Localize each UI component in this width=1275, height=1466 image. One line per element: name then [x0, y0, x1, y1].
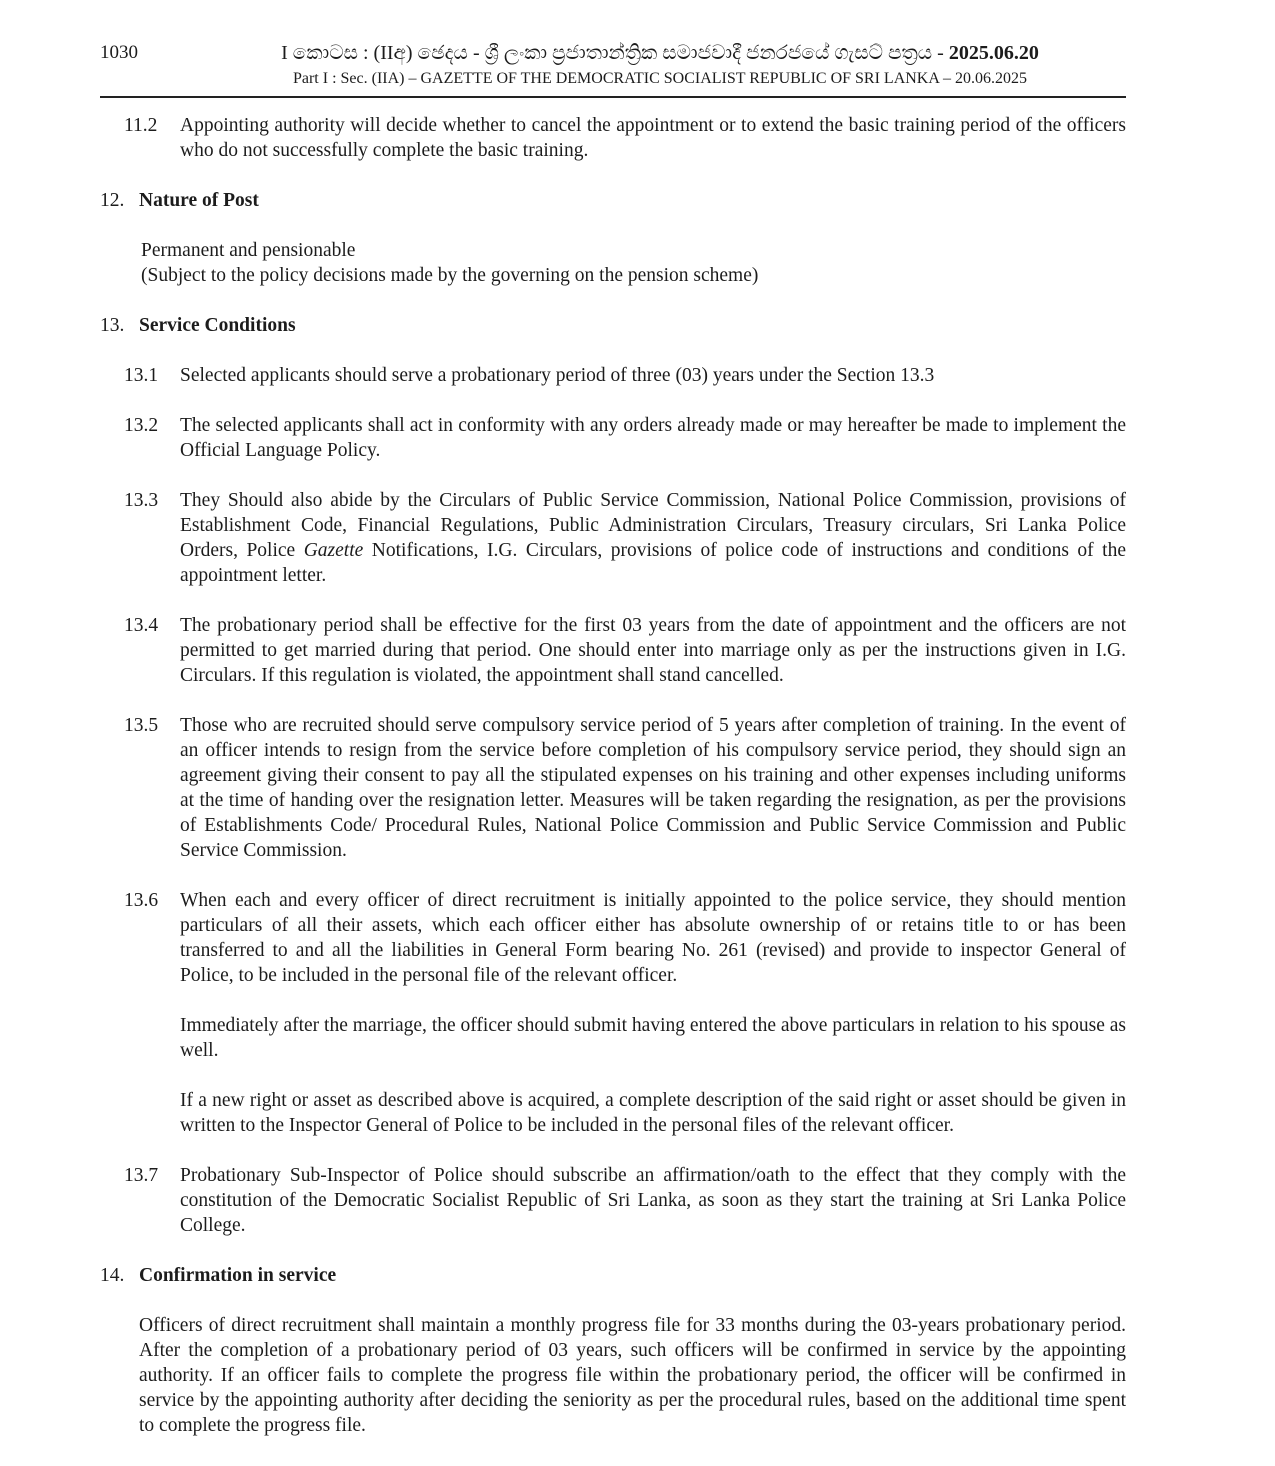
section-text: They Should also abide by the Circulars of Public Service Commission, National Police Commission, provisions of Establishment Code, Financial Regulations, Public Administration Circulars, Treasury circulars, Sri Lanka Police Orders, Police Gazette Notifications, I.G. Circulars, provisions of police code of instructions and conditions of the appointment letter. — [180, 490, 1127, 586]
section-number: 13.6 — [124, 890, 159, 911]
section-number: 14. — [100, 1265, 125, 1286]
section-13-heading — [100, 313, 1126, 338]
section-13-5 — [100, 713, 1126, 863]
section-text: Those who are recruited should serve compulsory service period of 5 years after completion of training. In the event of an officer intends to resign from the service before completion of his compulsory service period, they should sign an agreement giving their consent to pay all the stipulated expenses on his training and other expenses including uniforms at the time of handing over the resignation letter. Measures will be taken regarding the resignation, as per the provisions of Establishments Code/ Procedural Rules, National Police Commission and Public Service Commission and Public Service Commission. — [180, 715, 1126, 861]
section-text: Selected applicants should serve a probationary period of three (03) years under the Section 13.3 — [180, 365, 935, 386]
section-title: Confirmation in service — [139, 1265, 337, 1286]
section-number: 12. — [100, 190, 125, 211]
section-number: 13. — [100, 315, 125, 336]
section-text: Appointing authority will decide whether to cancel the appointment or to extend the basic training period of the officers who do not successfully complete the basic training. — [180, 115, 1126, 161]
section-title: Service Conditions — [139, 315, 296, 336]
section-14-body: Officers of direct recruitment shall maintain a monthly progress file for 33 months during the 03-years probationary period. After the completion of a probationary period of 03 years, such officers will be confirmed in service by the appointing authority. If an officer fails to complete the progress file within the probationary period, the officer will be confirmed in service by the appointing authority after deciding the seniority as per the procedural rules, based on the additional time spent to complete the progress file. — [139, 1315, 1126, 1436]
page-number: 1030 — [100, 42, 138, 63]
section-number: 13.3 — [124, 490, 159, 511]
header-sinhala-title: I කොටස : (IIඅ) ඡෙදය - ශ්‍රී ලංකා ප්‍රජාතාන්ත්‍රික සමාජවාදී ජනරජයේ ගැසට් පත්‍රය - — [281, 42, 944, 64]
document-body — [100, 113, 1126, 1438]
section-title: Nature of Post — [139, 190, 259, 211]
section-13-6 — [100, 888, 1126, 988]
section-12-body — [100, 238, 1126, 288]
nature-line-1: Permanent and pensionable — [141, 240, 356, 261]
section-text: The selected applicants shall act in conformity with any orders already made or may hereafter be made to implement the Official Language Policy. — [180, 415, 1126, 461]
section-number: 13.1 — [124, 365, 159, 386]
section-13-4 — [100, 613, 1126, 688]
section-13-7 — [100, 1163, 1126, 1238]
section-13-6-paragraph-2: Immediately after the marriage, the officer should submit having entered the above particulars in relation to his spouse as well. — [180, 1015, 1126, 1061]
header-rule — [100, 96, 1126, 98]
section-text: The probationary period shall be effective for the first 03 years from the date of appointment and the officers are not permitted to get married during that period. One should enter into marriage only as per the instructions given in I.G. Circulars. If this regulation is violated, the appointment shall stand cancelled. — [180, 615, 1126, 686]
section-number: 13.5 — [124, 715, 159, 736]
section-13-6-paragraph-3: If a new right or asset as described above is acquired, a complete description of the said right or asset should be given in written to the Inspector General of Police to be included in the personal files of the relevant officer. — [180, 1090, 1126, 1136]
section-number: 13.2 — [124, 415, 159, 436]
section-text: When each and every officer of direct recruitment is initially appointed to the police service, they should mention particulars of all their assets, which each officer either has absolute ownership of or retains title to or has been transferred to and all the liabilities in General Form bearing No. 261 (revised) and provide to inspector General of Police, to be included in the personal file of the relevant officer. — [180, 890, 1126, 986]
section-number: 13.4 — [124, 615, 159, 636]
section-13-3 — [100, 488, 1126, 588]
header-sinhala-date: 2025.06.20 — [948, 42, 1039, 64]
header-english: Part I : Sec. (IIA) – GAZETTE OF THE DEMOCRATIC SOCIALIST REPUBLIC OF SRI LANKA – 20.06.2025 — [292, 70, 1028, 87]
section-number: 13.7 — [124, 1165, 159, 1186]
section-14-heading — [100, 1263, 1126, 1288]
section-11-2 — [100, 113, 1126, 163]
section-number: 11.2 — [124, 115, 158, 136]
nature-line-2: (Subject to the policy decisions made by the governing on the pension scheme) — [141, 265, 759, 286]
section-13-2 — [100, 413, 1126, 463]
section-13-1 — [100, 363, 1126, 388]
header-sinhala — [0, 42, 1275, 65]
section-12-heading — [100, 188, 1126, 213]
section-text: Probationary Sub-Inspector of Police should subscribe an affirmation/oath to the effect that they comply with the constitution of the Democratic Socialist Republic of Sri Lanka, as soon as they start the training at Sri Lanka Police College. — [180, 1165, 1126, 1236]
